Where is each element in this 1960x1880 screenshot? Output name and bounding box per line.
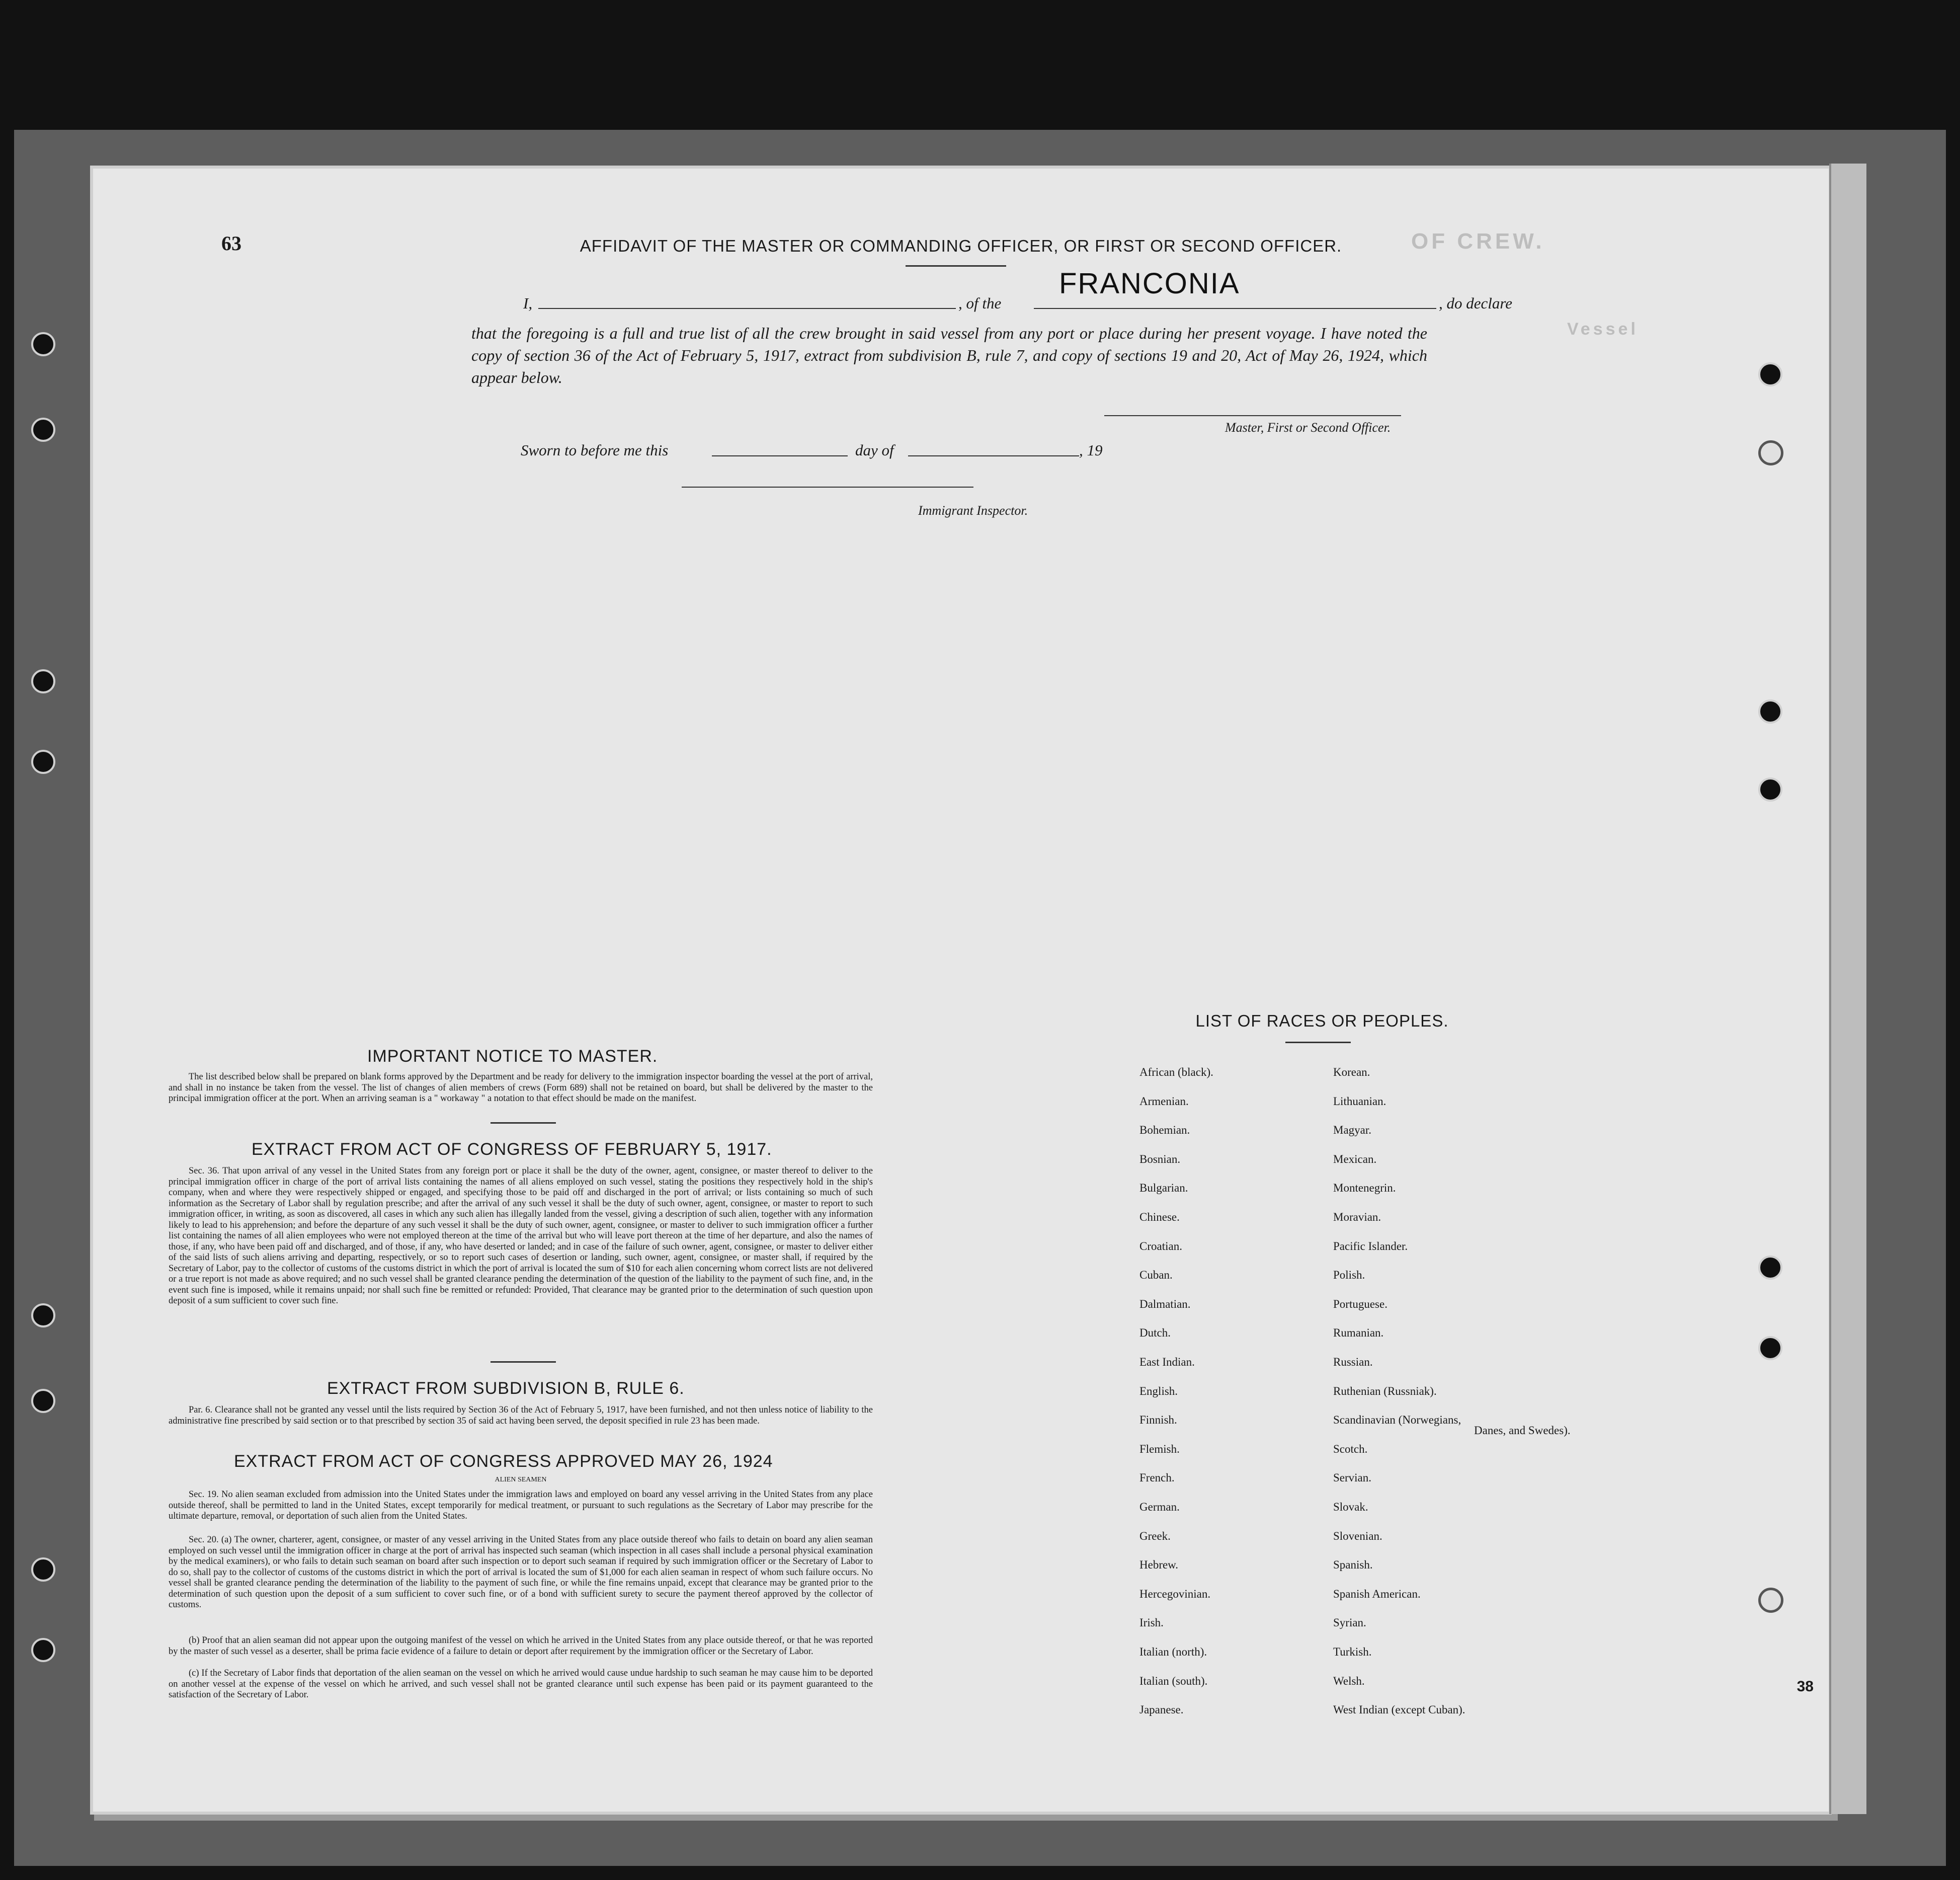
race-item: Slovenian. xyxy=(1333,1529,1382,1542)
extract-1924-title: EXTRACT FROM ACT OF CONGRESS APPROVED MAY 26, 1924 xyxy=(234,1452,773,1471)
race-item: Armenian. xyxy=(1139,1094,1189,1108)
extract-1924-sec20b: (b) Proof that an alien seaman did not appear upon the outgoing manifest of the vessel on which he arrived in the United States from any place outside thereof, or that he was reported by the master of such vessel as a deserter, shall be prima facie evidence of a failure to detain or deport after requirement by the immigration officer or the Secretary of Labor. xyxy=(169,1635,873,1657)
race-item: West Indian (except Cuban). xyxy=(1333,1703,1465,1716)
section-rule xyxy=(491,1361,556,1363)
race-item: German. xyxy=(1139,1501,1180,1513)
binder-hole xyxy=(1758,1256,1782,1280)
race-item: Korean. xyxy=(1333,1066,1370,1078)
race-item: Bosnian. xyxy=(1139,1152,1181,1165)
extract-rule6-text: Par. 6. Clearance shall not be granted any vessel until the lists required by Section 36 of the Act of February 5, 1917, have been furnished, and not then unless notice of liability to the administrative fine prescribed by said section or to that prescribed by section 35 of said act having been served, the deposit specified in rule 23 has been made. xyxy=(169,1405,873,1426)
bleed-through-text: Vessel xyxy=(1567,320,1639,339)
page-number: 38 xyxy=(1796,1678,1814,1695)
race-item: Mexican. xyxy=(1333,1152,1377,1165)
race-item: Slovak. xyxy=(1333,1501,1368,1513)
extract-rule6-title: EXTRACT FROM SUBDIVISION B, RULE 6. xyxy=(327,1379,685,1398)
race-item: Polish. xyxy=(1333,1269,1365,1282)
race-item: Scotch. xyxy=(1333,1442,1368,1455)
race-item: Ruthenian (Russniak). xyxy=(1333,1384,1437,1397)
binder-hole xyxy=(31,1557,55,1582)
extract-1924-sec20a: Sec. 20. (a) The owner, charterer, agent, consignee, or master of any vessel arriving in the United States from any place outside thereof who fails to detain on board any alien seaman employed on such vessel until the immigration officer in charge at the port of arrival has inspected such seaman (which inspection in all cases shall include a personal physical examination by the medical examiners), or who fails to detain such seaman on board after such inspection or to deport such seaman if required by such immigration officer or the Secretary of Labor to do so, shall pay to the collector of customs of the customs district in which the port of arrival is located the sum of $1,000 for each alien seaman in respect of whom such failure occurs. No vessel shall be granted clearance pending the determination of the liability to the payment of such fine, or while the fine remains unpaid, except that clearance may be granted prior to the determination of such question upon the deposit of a sum sufficient to cover such fine, or of a bond with sufficient surety to secure the payment thereof approved by the collector of customs. xyxy=(169,1535,873,1610)
sworn-month-line xyxy=(908,455,1079,456)
extract-1917-text: Sec. 36. That upon arrival of any vessel in the United States from any foreign port or place it shall be the duty of the owner, agent, consignee, or master thereof to deliver to the principal immigration officer in charge of the port of arrival lists containing the names of all aliens employed on such vessel, stating the positions they respectively hold in the ship's company, when and where they were respectively shipped or engaged, and specifying those to be paid off and discharged in the port of arrival; or lists containing so much of such information as the Secretary of Labor shall by regulation prescribe; and after the arrival of any such vessel it shall be the duty of such owner, agent, consignee, or master to report to such immigration officer, in writing, as soon as discovered, all cases in which any such alien has illegally landed from the vessel, giving a description of such alien, together with any information likely to lead to his apprehension; and before the departure of any such vessel it shall be the duty of such owner, agent, consignee, or master to deliver to such immigration officer a further list containing the names of all alien employees who were not employed thereon at the time of the arrival but who will leave port thereon at the time of her departure, and also the names of those, if any, who have been paid off and discharged, and of those, if any, who have deserted or landed; and in case of the failure of such owner, agent, consignee, or master to deliver either of the said lists of such aliens arriving and departing, respectively, or so to report such cases of desertion or landing, such owner, agent, consignee, or master shall, if required by the Secretary of Labor, pay to the collector of customs of the customs district in which the port of arrival is located the sum of $10 for each alien concerning whom correct lists are not delivered or a true report is not made as above required; and no such vessel shall be granted clearance pending the determination of the question of the liability to the payment of such fine, and, in the event such fine is imposed, while it remains unpaid; nor shall such fine be remitted or refunded: Provided, That clearance may be granted prior to the determination of such question upon deposit of a sum sufficient to cover such fine. xyxy=(169,1166,873,1306)
page-edge xyxy=(1829,164,1866,1814)
binder-hole xyxy=(1758,362,1782,386)
race-item: Servian. xyxy=(1333,1471,1372,1484)
bleed-through-text: OF CREW. xyxy=(1411,229,1545,254)
race-item: Japanese. xyxy=(1139,1703,1184,1716)
day-of: day of xyxy=(855,441,894,459)
title-rule xyxy=(906,265,1006,267)
race-item: Lithuanian. xyxy=(1333,1094,1386,1108)
race-item: Flemish. xyxy=(1139,1442,1180,1455)
race-item: East Indian. xyxy=(1139,1356,1195,1368)
race-item: Hebrew. xyxy=(1139,1558,1179,1572)
affidavit-body: that the foregoing is a full and true list of all the crew brought in said vessel from any port or place during her present voyage. I have noted the copy of section 36 of the Act of February 5, 1917, extract from subdivision B, rule 7, and copy of sections 19 and 20, Act of May 26, 1924, which appear below. xyxy=(471,324,1427,386)
races-title: LIST OF RACES OR PEOPLES. xyxy=(1195,1011,1449,1030)
race-item: Moravian. xyxy=(1333,1211,1381,1223)
race-item: Bohemian. xyxy=(1139,1124,1190,1137)
notice-text: The list described below shall be prepared on blank forms approved by the Department and be ready for delivery to the immigration inspector boarding the vessel at the port of arrival, and shall in no instance be taken from the vessel. The list of changes of alien members of crews (Form 689) shall not be retained on board, but shall be delivered by the master to the principal immigration officer at the port. When an arriving seaman is a " workaway " a notation to that effect should be made on the manifest. xyxy=(169,1072,873,1104)
race-item: Welsh. xyxy=(1333,1674,1365,1687)
inspector-line xyxy=(682,487,973,488)
binder-hole xyxy=(31,418,55,442)
binder-hole xyxy=(1758,1336,1782,1360)
race-item: Bulgarian. xyxy=(1139,1182,1188,1195)
inspector-label: Immigrant Inspector. xyxy=(918,503,1028,518)
race-item: Spanish American. xyxy=(1333,1587,1421,1600)
race-item: Italian (south). xyxy=(1139,1674,1208,1687)
affidavit-do-declare: , do declare xyxy=(1439,294,1513,312)
affidavit-title: AFFIDAVIT OF THE MASTER OR COMMANDING OFFICER, OR FIRST OR SECOND OFFICER. xyxy=(580,237,1342,255)
race-item: Russian. xyxy=(1333,1356,1373,1368)
race-item: Dutch. xyxy=(1139,1326,1171,1340)
race-item: African (black). xyxy=(1139,1066,1213,1078)
extract-1924-sec19: Sec. 19. No alien seaman excluded from admission into the United States under the immigration laws and employed on board any vessel arriving in the United States from any place outside thereof, shall be permitted to land in the United States, except temporarily for medical treatment, or pursuant to such regulations as the Secretary of Labor may prescribe for the ultimate departure, removal, or deportation of such alien from the United States. xyxy=(169,1490,873,1521)
binder-hole xyxy=(1758,699,1782,724)
binder-hole xyxy=(1758,777,1782,802)
extract-1917-title: EXTRACT FROM ACT OF CONGRESS OF FEBRUARY 5, 1917. xyxy=(252,1140,772,1159)
race-item: Dalmatian. xyxy=(1139,1297,1191,1310)
binder-hole xyxy=(31,1303,55,1327)
binder-hole xyxy=(31,750,55,774)
race-item: Italian (north). xyxy=(1139,1646,1207,1658)
signature-label: Master, First or Second Officer. xyxy=(1225,420,1391,435)
race-item: Cuban. xyxy=(1139,1269,1173,1282)
binder-hole xyxy=(31,332,55,356)
sworn-day-line xyxy=(712,455,848,456)
race-item: Portuguese. xyxy=(1333,1297,1387,1310)
sworn-before: Sworn to before me this xyxy=(521,441,669,459)
race-item: Greek. xyxy=(1139,1529,1171,1542)
race-item: Turkish. xyxy=(1333,1646,1372,1658)
extract-1924-sec20c: (c) If the Secretary of Labor finds that deportation of the alien seaman on the vessel on which he arrived would cause undue hardship to such seaman he may cause him to be deported on another vessel at the expense of the vessel on which he arrived, and such vessel shall not be granted clearance until such expense has been paid or its payment guaranteed to the satisfaction of the Secretary of Labor. xyxy=(169,1668,873,1700)
race-item: Croatian. xyxy=(1139,1239,1182,1252)
corner-mark: 63 xyxy=(221,232,241,255)
race-item: Spanish. xyxy=(1333,1558,1373,1572)
race-item: English. xyxy=(1139,1384,1178,1397)
race-item: French. xyxy=(1139,1471,1175,1484)
affidavit-i: I, xyxy=(523,294,533,312)
races-rule xyxy=(1285,1042,1351,1043)
race-item: Irish. xyxy=(1139,1616,1164,1629)
race-item: Hercegovinian. xyxy=(1139,1587,1211,1600)
vessel-name: FRANCONIA xyxy=(1059,267,1240,300)
race-item: Finnish. xyxy=(1139,1414,1177,1427)
name-line xyxy=(538,308,956,309)
binder-hole xyxy=(1758,1588,1783,1613)
race-item: Magyar. xyxy=(1333,1124,1372,1137)
section-rule xyxy=(491,1122,556,1124)
race-item: Scandinavian (Norwegians, xyxy=(1333,1414,1461,1427)
binder-hole xyxy=(31,669,55,693)
race-item: Pacific Islander. xyxy=(1333,1239,1408,1252)
notice-title: IMPORTANT NOTICE TO MASTER. xyxy=(367,1047,658,1066)
race-item: Rumanian. xyxy=(1333,1326,1384,1340)
binder-hole xyxy=(31,1389,55,1413)
binder-hole xyxy=(1758,440,1783,465)
race-item: Chinese. xyxy=(1139,1211,1180,1223)
manifest-page xyxy=(93,169,1829,1812)
year-prefix: , 19 xyxy=(1079,441,1103,459)
signature-line xyxy=(1104,415,1401,416)
affidavit-of-the: , of the xyxy=(958,294,1002,312)
race-scandinavian-cont: Danes, and Swedes). xyxy=(1474,1424,1571,1437)
vessel-line xyxy=(1034,308,1436,309)
extract-1924-subtitle: ALIEN SEAMEN xyxy=(495,1476,547,1483)
race-item: Syrian. xyxy=(1333,1616,1366,1629)
binder-hole xyxy=(31,1638,55,1662)
race-item: Montenegrin. xyxy=(1333,1182,1396,1195)
